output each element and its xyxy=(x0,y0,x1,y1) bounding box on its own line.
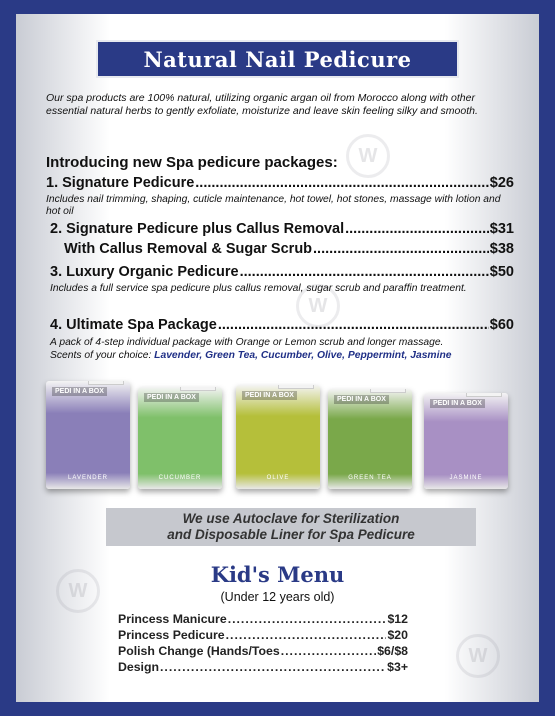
product-brand: PEDI IN A BOX xyxy=(430,399,485,408)
product-box xyxy=(138,387,222,489)
package-name: With Callus Removal & Sugar Scrub xyxy=(64,241,313,257)
product-box xyxy=(424,393,508,489)
product-box xyxy=(46,381,130,489)
package-price: $38 xyxy=(489,241,514,257)
page-title: Natural Nail Pedicure xyxy=(143,46,412,72)
product-brand: PEDI IN A BOX xyxy=(242,391,297,400)
product-label: LAVENDER xyxy=(68,475,108,481)
kids-menu-row xyxy=(118,612,408,626)
dot-leader xyxy=(345,221,489,237)
watermark-logo: W xyxy=(296,284,340,328)
sterilization-banner xyxy=(106,508,476,546)
packages-heading: Introducing new Spa pedicure packages: xyxy=(46,154,338,171)
product-box xyxy=(236,385,320,489)
package-row xyxy=(64,241,514,257)
dot-leader xyxy=(240,264,489,280)
kids-item-price: $12 xyxy=(387,612,408,626)
sterilization-line: and Disposable Liner for Spa Pedicure xyxy=(167,527,415,542)
product-label: CUCUMBER xyxy=(158,475,202,481)
package-name: 2. Signature Pedicure plus Callus Removal xyxy=(50,221,345,237)
scent-item: Lavender, xyxy=(154,350,203,361)
dot-leader xyxy=(195,175,489,191)
dot-leader xyxy=(228,612,387,626)
package-row xyxy=(50,264,514,280)
dot-leader xyxy=(281,644,377,658)
watermark-logo: W xyxy=(456,634,500,678)
kids-menu-row xyxy=(118,644,408,658)
package-price: $50 xyxy=(489,264,514,280)
kids-item-name: Princess Pedicure xyxy=(118,628,225,642)
kids-menu-title: Kid's Menu xyxy=(210,562,345,587)
title-banner xyxy=(96,40,459,78)
package-description: Includes a full service spa pedicure plus callus removal, sugar scrub and paraffin treatment. xyxy=(50,283,467,294)
dot-leader xyxy=(313,241,489,257)
scents-line xyxy=(50,350,520,362)
package-price: $60 xyxy=(489,317,514,333)
scent-item: Olive, xyxy=(316,350,345,361)
dot-leader xyxy=(218,317,489,333)
package-price: $31 xyxy=(489,221,514,237)
dot-leader xyxy=(226,628,387,642)
scent-item: Peppermint, xyxy=(347,350,408,361)
kids-item-name: Princess Manicure xyxy=(118,612,227,626)
package-name: 3. Luxury Organic Pedicure xyxy=(50,264,239,280)
product-label: OLIVE xyxy=(266,475,290,481)
product-brand: PEDI IN A BOX xyxy=(144,393,199,402)
watermark-logo: W xyxy=(346,134,390,178)
product-card xyxy=(278,385,314,389)
package-price: $26 xyxy=(489,175,514,191)
kids-menu-subtitle: (Under 12 years old) xyxy=(220,590,335,604)
intro-text: Our spa products are 100% natural, utilizing organic argan oil from Morocco along with other essential natural herbs to gently exfoliate, moisturize and leave skin feeling silky and smooth. xyxy=(46,92,478,117)
package-name: 1. Signature Pedicure xyxy=(46,175,195,191)
package-row xyxy=(46,175,514,191)
kids-item-price: $20 xyxy=(387,628,408,642)
kids-item-price: $3+ xyxy=(387,660,408,674)
package-description: A pack of 4-step individual package with Orange or Lemon scrub and longer massage. xyxy=(50,337,444,348)
product-brand: PEDI IN A BOX xyxy=(52,387,107,396)
package-name: 4. Ultimate Spa Package xyxy=(50,317,217,333)
scents-prefix: Scents of your choice: xyxy=(50,350,155,361)
product-card xyxy=(370,389,406,393)
product-brand: PEDI IN A BOX xyxy=(334,395,389,404)
kids-menu-row xyxy=(118,628,408,642)
menu-sheet xyxy=(16,14,539,702)
package-description: Includes nail trimming, shaping, cuticle maintenance, hot towel, hot stones, massage with lotion and hot oil xyxy=(46,194,501,217)
product-card xyxy=(180,387,216,391)
kids-menu-row xyxy=(118,660,408,674)
product-label: GREEN TEA xyxy=(348,475,392,481)
scent-item: Jasmine xyxy=(410,350,452,361)
product-box xyxy=(328,389,412,489)
kids-item-name: Polish Change (Hands/Toes xyxy=(118,644,280,658)
scent-item: Green Tea, xyxy=(205,350,258,361)
package-row xyxy=(50,317,514,333)
product-card xyxy=(466,393,502,397)
kids-item-price: $6/$8 xyxy=(377,644,408,658)
sterilization-line: We use Autoclave for Sterilization xyxy=(182,511,400,526)
dot-leader xyxy=(160,660,386,674)
scent-item: Cucumber, xyxy=(260,350,315,361)
product-card xyxy=(88,381,124,385)
watermark-logo: W xyxy=(56,569,100,613)
kids-item-name: Design xyxy=(118,660,159,674)
product-photo xyxy=(46,367,516,497)
product-label: JASMINE xyxy=(449,475,483,481)
package-row xyxy=(50,221,514,237)
